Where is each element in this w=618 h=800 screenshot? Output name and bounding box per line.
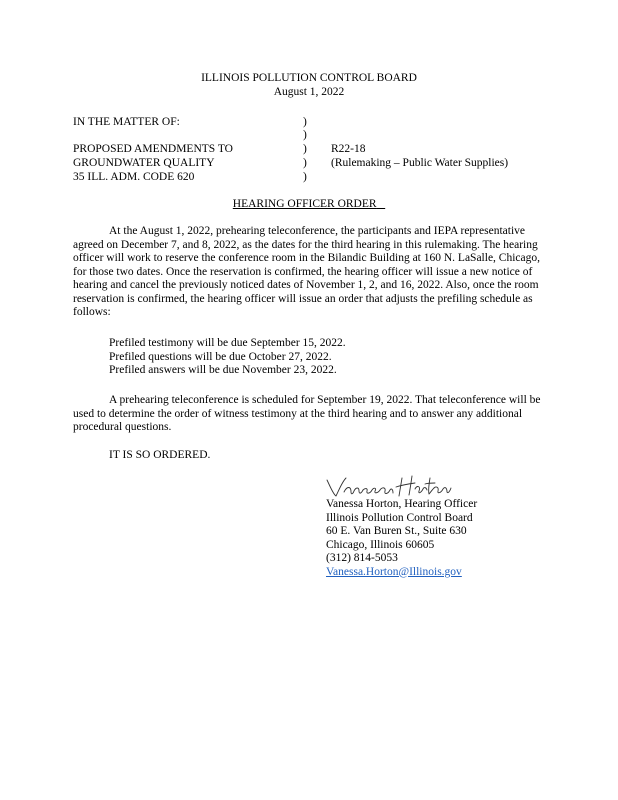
signer-organization: Illinois Pollution Control Board (326, 511, 473, 524)
schedule-item: Prefiled answers will be due November 23, 2022. (109, 364, 337, 376)
signer-name-title: Vanessa Horton, Hearing Officer (326, 498, 478, 510)
signer-address-line-1: 60 E. Van Buren St., Suite 630 (326, 525, 467, 537)
order-date: August 1, 2022 (273, 85, 345, 98)
signer-phone: (312) 814-5053 (326, 552, 398, 564)
so-ordered: IT IS SO ORDERED. (109, 449, 211, 461)
prefiling-schedule (109, 337, 346, 378)
caption-paren: ) (303, 129, 307, 141)
docket-number: R22-18 (331, 143, 366, 155)
order-title-underline-tail (377, 198, 386, 210)
caption-title-line-1: PROPOSED AMENDMENTS TO (73, 143, 233, 155)
caption-paren: ) (303, 157, 307, 169)
signer-address-line-2: Chicago, Illinois 60605 (326, 538, 435, 551)
order-title-row (0, 198, 618, 212)
matter-label: IN THE MATTER OF: (73, 116, 180, 128)
caption-paren: ) (303, 171, 307, 183)
signature-block (326, 498, 477, 579)
signer-email-link[interactable]: Vanessa.Horton@Illinois.gov (326, 565, 462, 578)
body-paragraph-2: A prehearing teleconference is scheduled for September 19, 2022. That teleconference will be used to determine the order of witness testimony at the third hearing and to answer any additional procedural questions. (73, 394, 541, 433)
proceeding-type: (Rulemaking – Public Water Supplies) (331, 157, 509, 169)
caption-paren: ) (303, 143, 307, 155)
schedule-item: Prefiled testimony will be due September 15, 2022. (109, 337, 346, 349)
caption-paren: ) (303, 116, 307, 128)
order-title: HEARING OFFICER ORDER (232, 198, 377, 210)
body-paragraph-1: At the August 1, 2022, prehearing teleconference, the participants and IEPA representative agreed on December 7, and 8, 2022, as the dates for the third hearing in this rulemaking. The hearing officer will work to reserve the conference room in the Bilandic Building at 160 N. LaSalle, Chicago, for those two dates. Once the reservation is confirmed, the hearing officer will issue a new notice of hearing and cancel the previously noticed dates of November 1, 2, and 16, 2022. Also, once the room reservation is confirmed, the hearing officer will issue an order that adjusts the prefiling schedule as follows: (73, 225, 540, 318)
document-header (0, 72, 618, 99)
schedule-item: Prefiled questions will be due October 27, 2022. (109, 350, 332, 363)
board-name: ILLINOIS POLLUTION CONTROL BOARD (201, 72, 417, 84)
caption-title-line-2: GROUNDWATER QUALITY (73, 157, 215, 169)
caption-title-line-3: 35 ILL. ADM. CODE 620 (73, 171, 195, 183)
